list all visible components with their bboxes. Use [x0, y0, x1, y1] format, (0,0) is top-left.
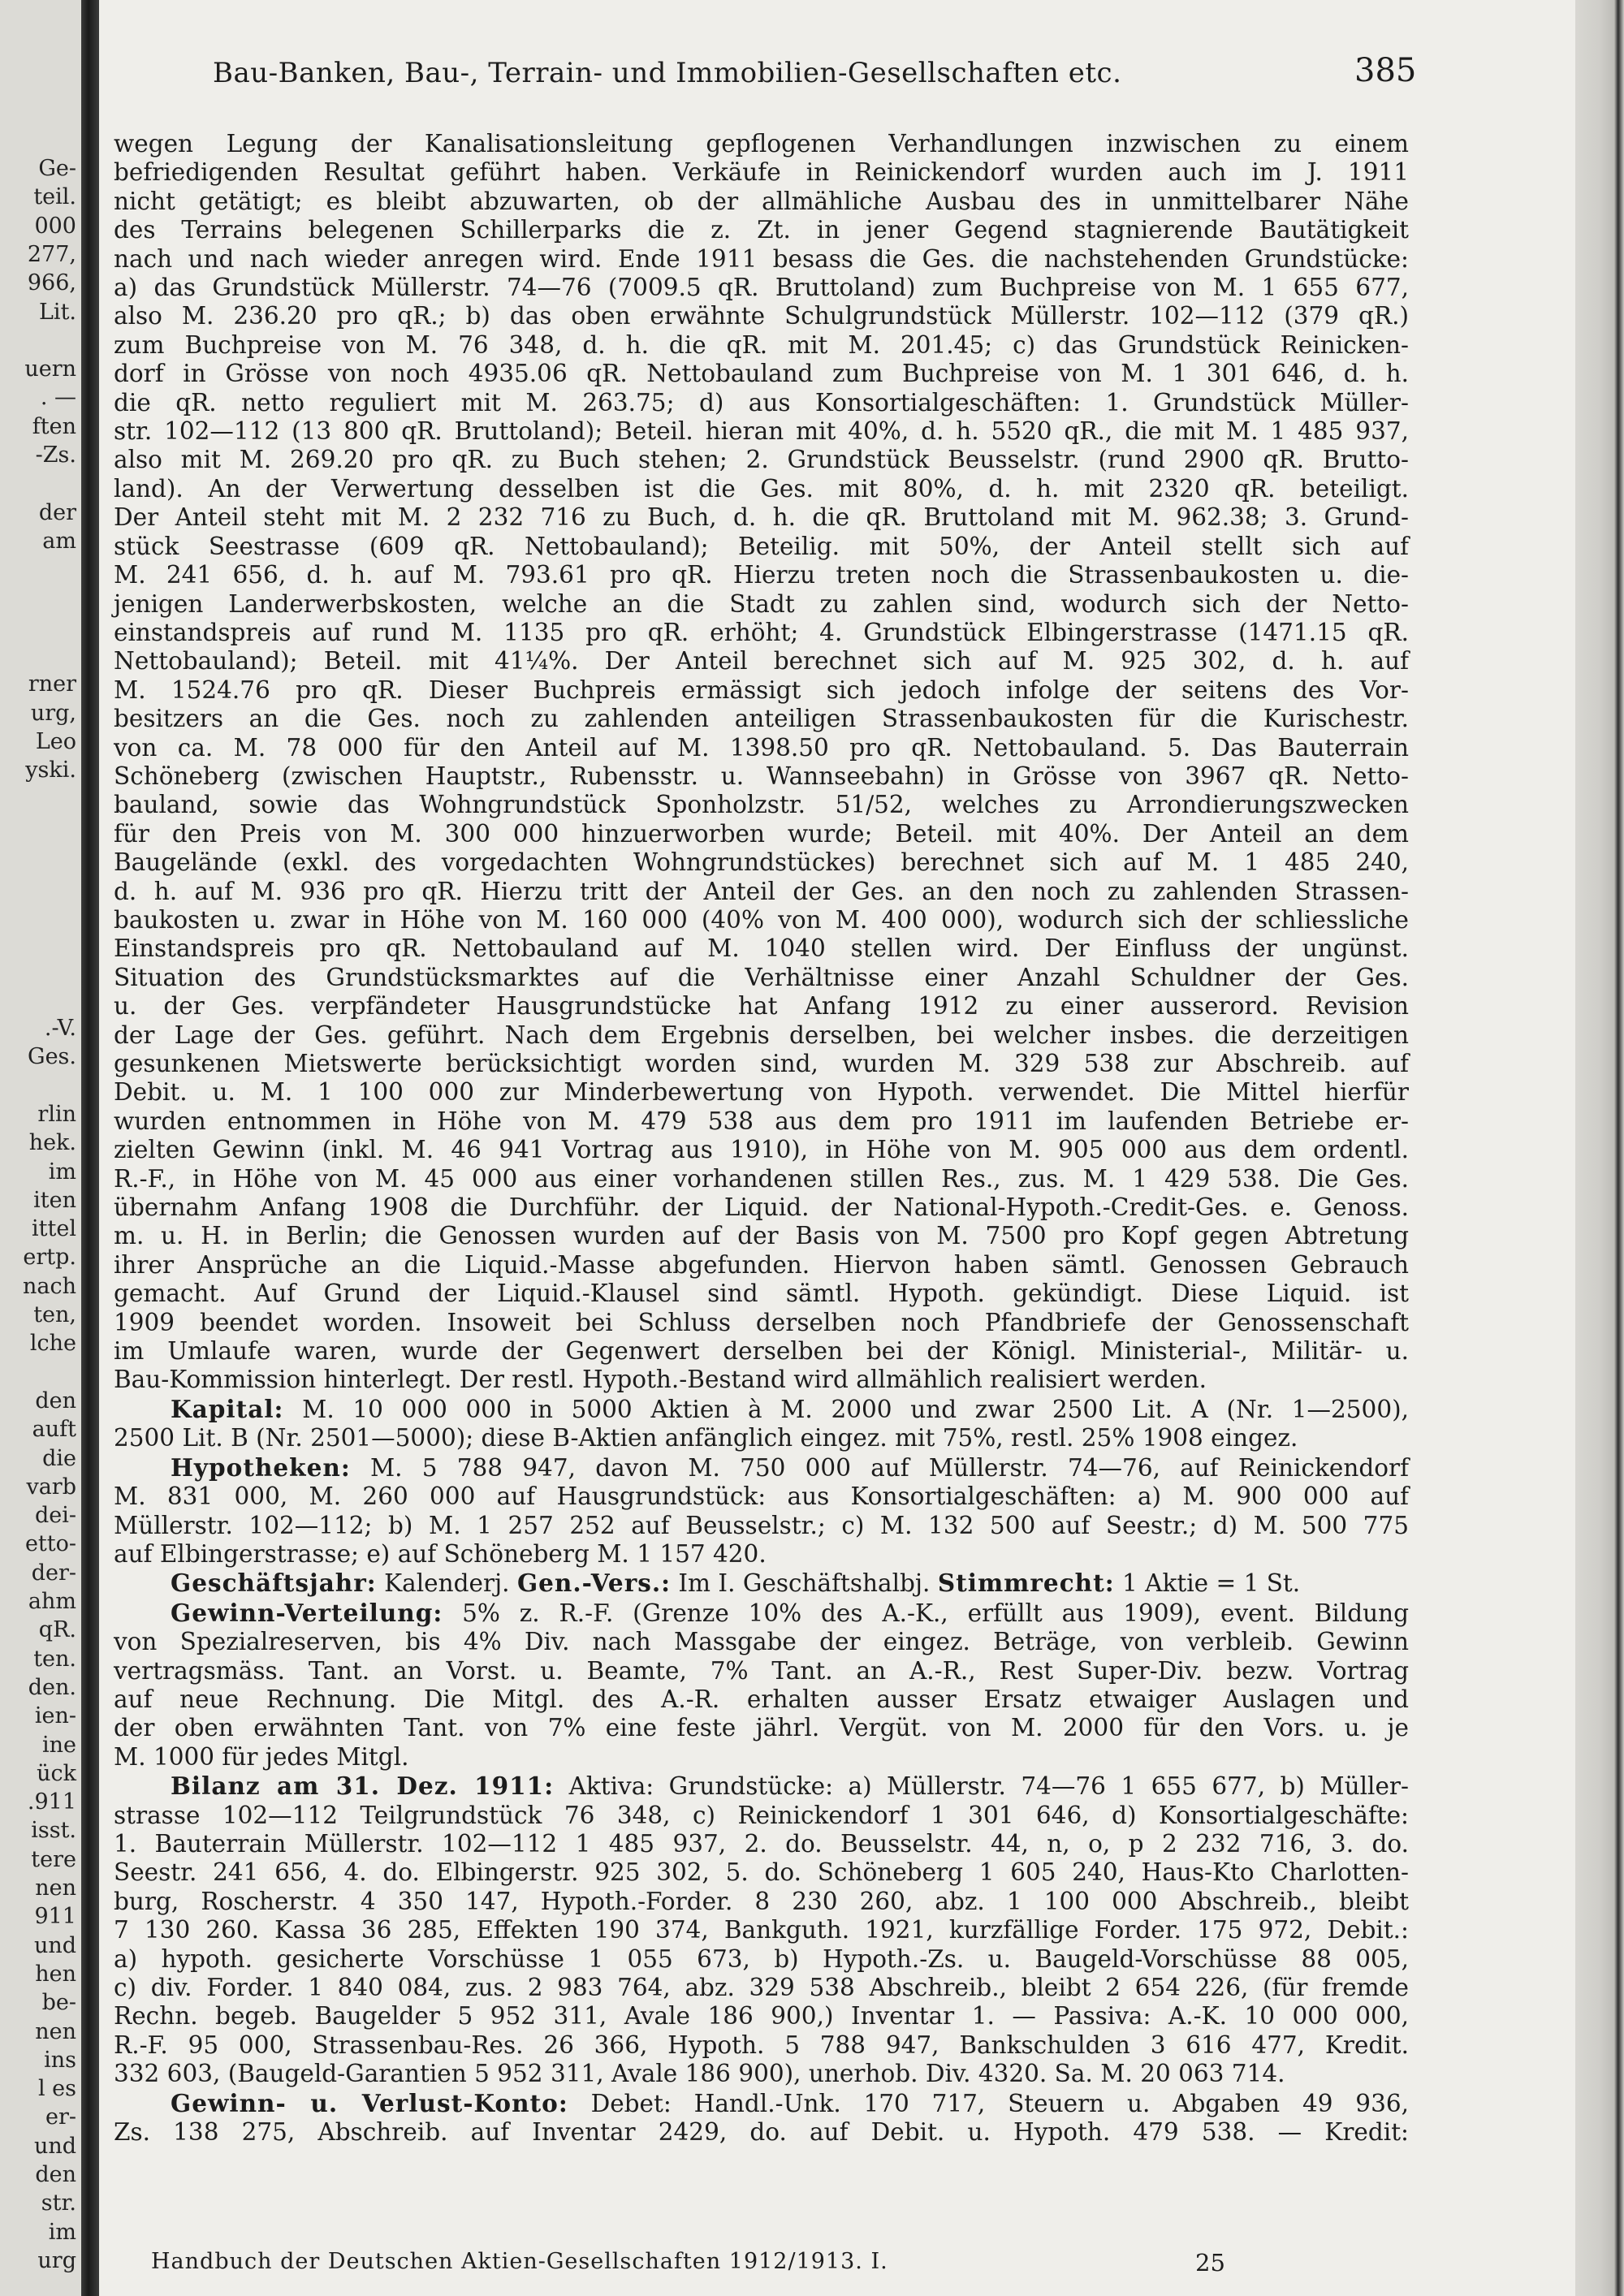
gewinn-verteilung-section [114, 1599, 1409, 1772]
gen-vers-value: Im I. Geschäftshalbj. [678, 1569, 931, 1598]
left-page-fragment: nach [23, 1273, 76, 1299]
body-line: a) das Grundstück Müllerstr. 74—76 (7009.5 qR. Bruttoland) zum Buchpreise von M. 1 655 677, [114, 274, 1409, 302]
body-line: gesunkenen Mietswerte berücksichtigt worden sind, wurden M. 329 538 zur Abschreib. auf [114, 1050, 1409, 1077]
gewinn-verlust-section [114, 2089, 1409, 2147]
left-page-fragment: 277, [27, 241, 76, 267]
left-page-fragment: -Zs. [35, 442, 76, 468]
left-page-fragment: iten [33, 1187, 76, 1213]
left-page-fragment: Ge- [38, 156, 76, 181]
body-line: d. h. auf M. 936 pro qR. Hierzu tritt der Anteil der Ges. an den noch zu zahlenden Strassen- [114, 877, 1409, 905]
body-line: M. 241 656, d. h. auf M. 793.61 pro qR. Hierzu treten noch die Strassenbaukosten u. die- [114, 561, 1409, 589]
left-page-fragment: str. [41, 2190, 76, 2216]
left-page-fragment: im [48, 2219, 76, 2245]
hypotheken-line: M. 831 000, M. 260 000 auf Hausgrundstück: aus Konsortialgeschäften: a) M. 900 000 auf [114, 1482, 1409, 1511]
left-page-fragment: rner [28, 671, 76, 697]
bilanz-label: Bilanz am 31. Dez. 1911: [171, 1772, 555, 1801]
left-page-fragment: varb [26, 1474, 76, 1500]
body-line: jenigen Landerwerbskosten, welche an die Stadt zu zahlen sind, wodurch sich der Netto- [114, 589, 1409, 618]
left-page-fragment: und [33, 1932, 76, 1958]
bilanz-line: R.-F. 95 000, Strassenbau-Res. 26 366, Hypoth. 5 788 947, Bankschulden 3 616 477, Kredit. [114, 2031, 1409, 2059]
left-page-fragment: im [48, 1159, 76, 1185]
left-page-fragment: Leo [35, 729, 76, 754]
left-page-fragment: auft [32, 1417, 76, 1443]
gewinn-verlust-label: Gewinn- u. Verlust-Konto: [171, 2088, 568, 2117]
left-page-fragment: ten. [33, 1646, 76, 1672]
body-line: M. 1524.76 pro qR. Dieser Buchpreis ermässigt sich jedoch infolge der seitens des Vor- [114, 675, 1409, 704]
left-page-fragment: hek. [28, 1130, 76, 1156]
body-line: bauland, sowie das Wohngrundstück Sponholzstr. 51/52, welches zu Arrondierungszwecken [114, 791, 1409, 819]
body-line: also mit M. 269.20 pro qR. zu Buch stehen; 2. Grundstück Beusselstr. (rund 2900 qR. Brutto- [114, 446, 1409, 474]
gewinn-verteilung-line: von Spezialreserven, bis 4% Div. nach Massgabe der eingez. Beträge, von verbleib. Gewinn [114, 1628, 1409, 1656]
left-neighbour-page [0, 0, 81, 2296]
kapital-section [114, 1395, 1409, 1453]
body-line: besitzers an die Ges. noch zu zahlenden anteiligen Strassenbaukosten für die Kurischestr. [114, 705, 1409, 733]
body-line: also M. 236.20 pro qR.; b) das oben erwähnte Schulgrundstück Müllerstr. 102—112 (379 qR.) [114, 302, 1409, 330]
gewinn-verlust-line: Debet: Handl.-Unk. 170 717, Steuern u. Abgaben 49 936, [590, 2089, 1409, 2117]
body-line: dorf in Grösse von noch 4935.06 qR. Nettobauland zum Buchpreise von M. 1 301 646, d. h. [114, 360, 1409, 388]
body-line: m. u. H. in Berlin; die Genossen wurden auf der Basis von M. 7500 pro Kopf gegen Abtretung [114, 1222, 1409, 1250]
left-page-fragment: ahm [28, 1589, 76, 1614]
left-page-fragment: ück [37, 1760, 76, 1786]
gewinn-verteilung-line: auf neue Rechnung. Die Mitgl. des A.-R. erhalten ausser Ersatz etwaiger Auslagen und [114, 1685, 1409, 1713]
left-page-fragment: Lit. [39, 299, 76, 325]
bilanz-line: 1. Bauterrain Müllerstr. 102—112 1 485 937, 2. do. Beusselstr. 44, n, o, p 2 232 716, 3. do. [114, 1829, 1409, 1858]
body-line: u. der Ges. verpfändeter Hausgrundstücke hat Anfang 1912 zu einer ausserord. Revision [114, 992, 1409, 1021]
left-page-fragment: etto- [24, 1531, 76, 1557]
bilanz-line: Aktiva: Grundstücke: a) Müllerstr. 74—76 1 655 677, b) Müller- [568, 1772, 1409, 1801]
book-gutter [81, 0, 99, 2296]
body-line: übernahm Anfang 1908 die Durchführ. der Liquid. der National-Hypoth.-Credit-Ges. e. Genoss. [114, 1193, 1409, 1222]
left-page-fragment: den. [28, 1674, 76, 1700]
bilanz-line: 7 130 260. Kassa 36 285, Effekten 190 374, Bankguth. 1921, kurzfällige Forder. 175 972, Debit.: [114, 1916, 1409, 1944]
gen-vers-label: Gen.-Vers.: [516, 1569, 672, 1598]
bilanz-line: burg, Roscherstr. 4 350 147, Hypoth.-Forder. 8 230 260, abz. 1 100 000 Abschreib., bleibt [114, 1887, 1409, 1915]
left-page-fragment: nen [35, 1875, 76, 1901]
left-page-fragment: ien- [34, 1703, 76, 1729]
left-page-fragment: und [33, 2133, 76, 2159]
hypotheken-line: auf Elbingerstrasse; e) auf Schöneberg M. 1 157 420. [114, 1539, 767, 1568]
left-page-fragment: ine [41, 1732, 76, 1758]
body-line: Baugelände (exkl. des vorgedachten Wohngrundstückes) berechnet sich auf M. 1 485 240, [114, 848, 1409, 877]
footer-title: Handbuch der Deutschen Aktien-Gesellschaften 1912/1913. I. [151, 2249, 888, 2274]
left-page-fragment: 966, [27, 270, 76, 296]
body-line: befriedigenden Resultat geführt haben. Verkäufe in Reinickendorf wurden auch im J. 1911 [114, 158, 1409, 187]
body-line: R.-F., in Höhe von M. 45 000 aus einer vorhandenen stillen Res., zus. M. 1 429 538. Die Ges. [114, 1164, 1409, 1193]
hypotheken-line: M. 5 788 947, davon M. 750 000 auf Müllerstr. 74—76, auf Reinickendorf [369, 1453, 1409, 1482]
body-line: zum Buchpreise von M. 76 348, d. h. die qR. mit M. 201.45; c) das Grundstück Reinicken- [114, 330, 1409, 359]
gewinn-verlust-line: Zs. 138 275, Abschreib. auf Inventar 2429, do. auf Debit. u. Hypoth. 479 538. — Kredit: [114, 2118, 1409, 2147]
kapital-line: M. 10 000 000 in 5000 Aktien à M. 2000 und zwar 2500 Lit. A (Nr. 1—2500), [302, 1395, 1409, 1423]
gewinn-verteilung-line: M. 1000 für jedes Mitgl. [114, 1742, 409, 1771]
running-header: Bau-Banken, Bau-, Terrain- und Immobilien-Gesellschaften etc. [213, 57, 1122, 89]
body-line: Bau-Kommission hinterlegt. Der restl. Hypoth.-Bestand wird allmählich realisiert werden. [114, 1366, 1207, 1394]
left-page-fragment: qR. [38, 1617, 76, 1643]
left-page-fragment: be- [41, 1990, 76, 2016]
left-page-fragment: ins [44, 2047, 76, 2073]
left-page-fragment: ten, [33, 1302, 76, 1327]
bilanz-line: a) hypoth. gesicherte Vorschüsse 1 055 673, b) Hypoth.-Zs. u. Baugeld-Vorschüsse 88 005, [114, 1944, 1409, 1973]
left-page-fragment: der [38, 499, 76, 525]
body-line: stück Seestrasse (609 qR. Nettobauland); Beteilig. mit 50%, der Anteil stellt sich auf [114, 532, 1409, 560]
body-line: Der Anteil steht mit M. 2 232 716 zu Buch, d. h. die qR. Bruttoland mit M. 962.38; 3. Grund- [114, 503, 1409, 532]
left-page-fragment: rlin [37, 1101, 76, 1127]
left-page-fragment: ften [32, 413, 76, 439]
body-line: wurden entnommen in Höhe von M. 479 538 aus dem pro 1911 im laufenden Betriebe er- [114, 1107, 1409, 1135]
hypotheken-line: Müllerstr. 102—112; b) M. 1 257 252 auf Beusselstr.; c) M. 132 500 auf Seestr.; d) M. 500 775 [114, 1511, 1409, 1539]
left-page-fragment: ertp. [23, 1245, 76, 1271]
left-page-fragment: Ges. [28, 1044, 76, 1070]
gewinn-verteilung-line: vertragsmäss. Tant. an Vorst. u. Beamte, 7% Tant. an A.-R., Rest Super-Div. bezw. Vortrag [114, 1656, 1409, 1685]
left-page-fragment: er- [45, 2104, 76, 2130]
body-line: str. 102—112 (13 800 qR. Bruttoland); Beteil. hieran mit 40%, d. h. 5520 qR., die mit M. 1 485 937, [114, 417, 1409, 446]
body-line: ihrer Ansprüche an die Liquid.-Masse abgefunden. Hiervon haben sämtl. Genossen Gebrauch [114, 1250, 1409, 1279]
body-line: gemacht. Auf Grund der Liquid.-Klausel sind sämtl. Hypoth. gekündigt. Diese Liquid. ist [114, 1280, 1409, 1308]
body-line: die qR. netto reguliert mit M. 263.75; d) aus Konsortialgeschäften: 1. Grundstück Müller- [114, 388, 1409, 416]
left-page-fragment: isst. [31, 1818, 76, 1844]
left-page-fragment: .-V. [44, 1016, 76, 1041]
geschaeftsjahr-section [114, 1569, 1409, 1598]
body-line: von ca. M. 78 000 für den Anteil auf M. 1398.50 pro qR. Nettobauland. 5. Das Bauterrain [114, 733, 1409, 762]
bilanz-line: Seestr. 241 656, 4. do. Elbingerstr. 925 302, 5. do. Schöneberg 1 605 240, Haus-Kto Charlotten- [114, 1858, 1409, 1887]
footer-signature: 25 [1195, 2249, 1225, 2277]
stimmrecht-value: 1 Aktie = 1 St. [1122, 1569, 1301, 1598]
left-page-fragment: der- [31, 1560, 76, 1586]
body-line: wegen Legung der Kanalisationsleitung gepflogenen Verhandlungen inzwischen zu einem [114, 130, 1409, 158]
document-body [114, 130, 1409, 2147]
body-line: des Terrains belegenen Schillerparks die z. Zt. in jener Gegend stagnierende Bautätigkeit [114, 216, 1409, 244]
left-page-fragment: urg, [30, 700, 76, 726]
left-page-fragment: .911 [27, 1789, 76, 1815]
body-line: für den Preis von M. 300 000 hinzuerworben wurde; Beteil. mit 40%. Der Anteil an dem [114, 819, 1409, 848]
hypotheken-label: Hypotheken: [171, 1452, 351, 1482]
body-line: nicht getätigt; es bleibt abzuwarten, ob der allmähliche Ausbau des in unmittelbarer Nähe [114, 187, 1409, 215]
body-line: zielten Gewinn (inkl. M. 46 941 Vortrag aus 1910), in Höhe von M. 905 000 aus dem ordentl. [114, 1136, 1409, 1164]
body-line: 1909 beendet worden. Insoweit bei Schluss derselben noch Pfandbriefe der Genossenschaft [114, 1308, 1409, 1336]
left-page-fragment: tere [31, 1846, 76, 1872]
left-page-fragment: . — [40, 385, 76, 411]
bilanz-line: c) div. Forder. 1 840 084, zus. 2 983 764, abz. 329 538 Abschreib., bleibt 2 654 226, (für fremde [114, 1974, 1409, 2001]
left-page-fragment: dei- [34, 1503, 76, 1529]
body-line: land). An der Verwertung desselben ist die Ges. mit 80%, d. h. mit 2320 qR. beteiligt. [114, 474, 1409, 503]
left-page-fragment: uern [24, 356, 76, 382]
geschaeftsjahr-label: Geschäftsjahr: [171, 1569, 377, 1598]
body-line: Schöneberg (zwischen Hauptstr., Rubensstr. u. Wannseebahn) in Grösse von 3967 qR. Netto- [114, 762, 1409, 790]
body-line: einstandspreis auf rund M. 1135 pro qR. erhöht; 4. Grundstück Elbingerstrasse (1471.15 qR. [114, 618, 1409, 646]
page-number: 385 [1354, 52, 1417, 89]
body-line: der Lage der Ges. geführt. Nach dem Ergebnis derselben, bei welcher insbes. die derzeitigen [114, 1021, 1409, 1049]
left-page-fragment: yski. [25, 757, 76, 783]
gewinn-verteilung-label: Gewinn-Verteilung: [171, 1598, 443, 1627]
left-page-fragment: urg [37, 2247, 76, 2273]
left-page-fragment: die [42, 1445, 76, 1471]
body-line: baukosten u. zwar in Höhe von M. 160 000 (40% von M. 400 000), wodurch sich der schliessliche [114, 905, 1409, 934]
narrative-text [114, 130, 1409, 1395]
left-page-fragment: 911 [34, 1904, 76, 1930]
kapital-label: Kapital: [171, 1394, 284, 1423]
body-line: nach und nach wieder anregen wird. Ende 1911 besass die Ges. die nachstehenden Grundstücke: [114, 244, 1409, 273]
body-line: Situation des Grundstücksmarktes auf die Verhältnisse einer Anzahl Schuldner der Ges. [114, 963, 1409, 991]
left-page-fragment: ittel [32, 1216, 76, 1242]
stimmrecht-label: Stimmrecht: [937, 1569, 1115, 1598]
body-line: Nettobauland); Beteil. mit 41¼%. Der Anteil berechnet sich auf M. 925 302, d. h. auf [114, 647, 1409, 675]
left-page-fragment: nen [35, 2018, 76, 2044]
hypotheken-section [114, 1453, 1409, 1569]
geschaeftsjahr-value: Kalenderj. [384, 1569, 510, 1598]
left-page-fragment: hen [35, 1961, 76, 1987]
bilanz-section [114, 1772, 1409, 2088]
left-page-fragment: lche [29, 1331, 76, 1357]
kapital-line: 2500 Lit. B (Nr. 2501—5000); diese B-Aktien anfänglich eingez. mit 75%, restl. 25% 1908 eingez. [114, 1424, 1298, 1452]
body-line: Debit. u. M. 1 100 000 zur Minderbewertung von Hypoth. verwendet. Die Mittel hierfür [114, 1078, 1409, 1107]
page-edge [1575, 0, 1624, 2296]
left-page-fragment: den [35, 2162, 76, 2187]
left-page-fragment: am [42, 528, 76, 554]
bilanz-line: 332 603, (Baugeld-Garantien 5 952 311, Avale 186 900), unerhob. Div. 4320. Sa. M. 20 063 714. [114, 2060, 1285, 2088]
gewinn-verteilung-line: 5% z. R.-F. (Grenze 10% des A.-K., erfüllt aus 1909), event. Bildung [462, 1599, 1409, 1627]
left-page-fragment: l es [37, 2076, 76, 2102]
body-line: im Umlaufe waren, wurde der Gegenwert derselben bei der Königl. Ministerial-, Militär- u. [114, 1337, 1409, 1366]
bilanz-line: strasse 102—112 Teilgrundstück 76 348, c) Reinickendorf 1 301 646, d) Konsortialgeschäfte: [114, 1801, 1409, 1829]
gewinn-verteilung-line: der oben erwähnten Tant. von 7% eine feste jährl. Vergüt. von M. 2000 für den Vors. u. je [114, 1714, 1409, 1742]
bilanz-line: Rechn. begeb. Baugelder 5 952 311, Avale 186 900,) Inventar 1. — Passiva: A.-K. 10 000 000, [114, 2002, 1409, 2031]
left-page-fragment: den [35, 1388, 76, 1413]
left-page-fragment: 000 [34, 213, 76, 239]
left-page-fragment: teil. [33, 184, 76, 210]
body-line: Einstandspreis pro qR. Nettobauland auf M. 1040 stellen wird. Der Einfluss der ungünst. [114, 934, 1409, 963]
